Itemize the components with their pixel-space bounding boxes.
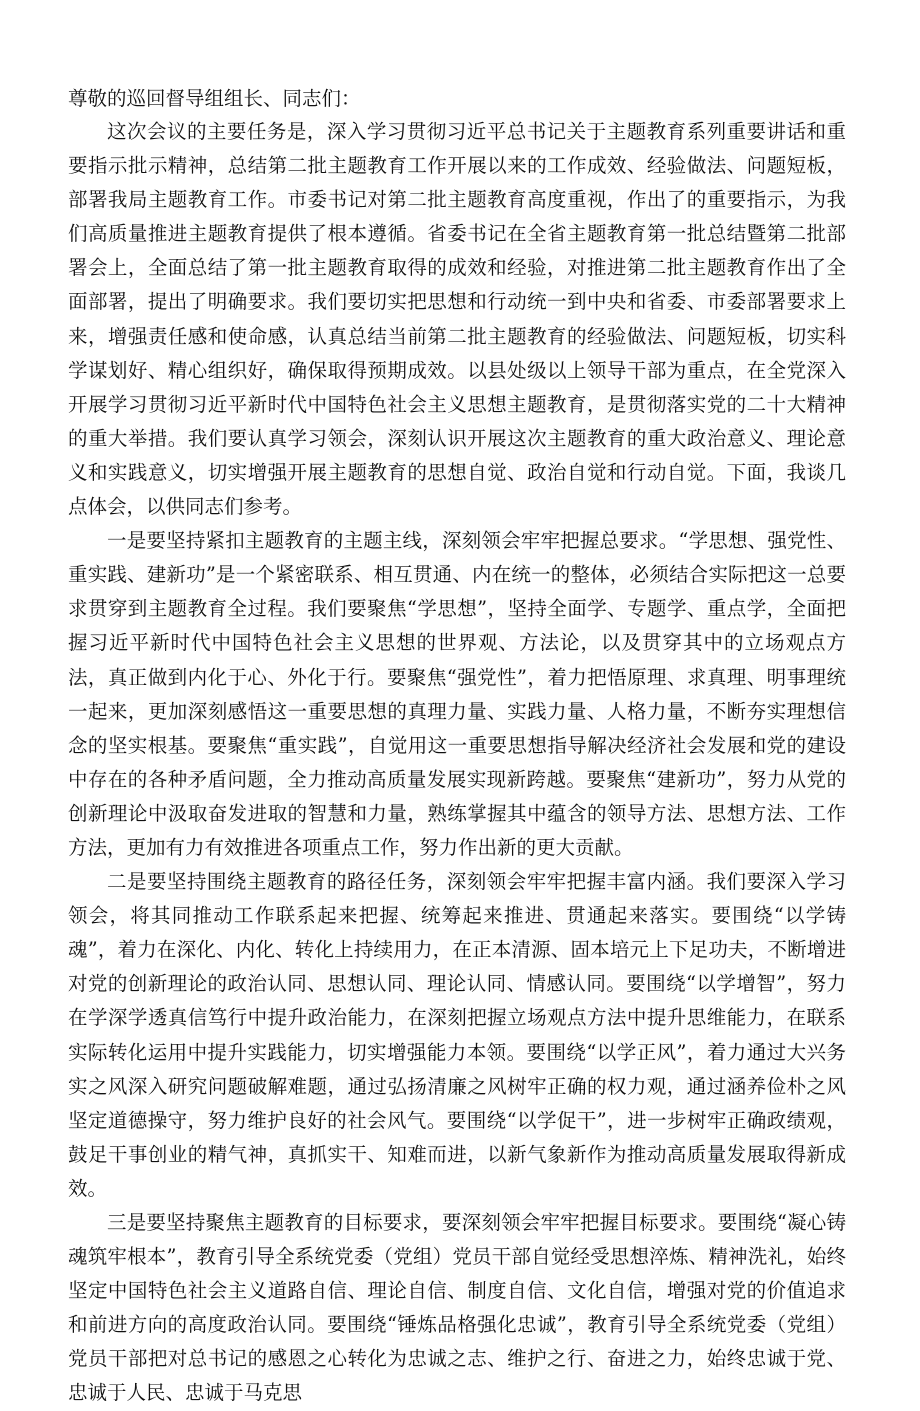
paragraph-intro: 这次会议的主要任务是，深入学习贯彻习近平总书记关于主题教育系列重要讲话和重要指示批示精神，总结第二批主题教育工作开展以来的工作成效、经验做法、问题短板，部署我局主题教育工作。市委书记对第二批主题教育高度重视，作出了的重要指示，为我们高质量推进主题教育提供了根本遵循。省委书记在全省主题教育第一批总结暨第二批部署会上，全面总结了第一批主题教育取得的成效和经验，对推进第二批主题教育作出了全面部署，提出了明确要求。我们要切实把思想和行动统一到中央和省委、市委部署要求上来，增强责任感和使命感，认真总结当前第二批主题教育的经验做法、问题短板，切实科学谋划好、精心组织好，确保取得预期成效。以县处级以上领导干部为重点，在全党深入开展学习贯彻习近平新时代中国特色社会主义思想主题教育，是贯彻落实党的二十大精神的重大举措。我们要认真学习领会，深刻认识开展这次主题教育的重大政治意义、理论意义和实践意义，切实增强开展主题教育的思想自觉、政治自觉和行动自觉。下面，我谈几点体会，以供同志们参考。: [68, 120, 846, 519]
paragraph-point-one: 一是要坚持紧扣主题教育的主题主线，深刻领会牢牢把握总要求。“学思想、强党性、重实践、建新功”是一个紧密联系、相互贯通、内在统一的整体，必须结合实际把这一总要求贯穿到主题教育全过程。我们要聚焦“学思想”，坚持全面学、专题学、重点学，全面把握习近平新时代中国特色社会主义思想的世界观、方法论，以及贯穿其中的立场观点方法，真正做到内化于心、外化于行。要聚焦“强党性”，着力把悟原理、求真理、明事理统一起来，更加深刻感悟这一重要思想的真理力量、实践力量、人格力量，不断夯实理想信念的坚实根基。要聚焦“重实践”，自觉用这一重要思想指导解决经济社会发展和党的建设中存在的各种矛盾问题，全力推动高质量发展实现新跨越。要聚焦“建新功”，努力从党的创新理论中汲取奋发进取的智慧和力量，熟练掌握其中蕴含的领导方法、思想方法、工作方法，更加有力有效推进各项重点工作，努力作出新的更大贡献。: [68, 529, 846, 859]
salutation: 尊敬的巡回督导组组长、同志们：: [68, 87, 361, 110]
paragraph-point-two: 二是要坚持围绕主题教育的路径任务，深刻领会牢牢把握丰富内涵。我们要深入学习领会，将其同推动工作联系起来把握、统筹起来推进、贯通起来落实。要围绕“以学铸魂”，着力在深化、内化、转化上持续用力，在正本清源、固本培元上下足功夫，不断增进对党的创新理论的政治认同、思想认同、理论认同、情感认同。要围绕“以学增智”，努力在学深学透真信笃行中提升政治能力，在深刻把握立场观点方法中提升思维能力，在联系实际转化运用中提升实践能力，切实增强能力本领。要围绕“以学正风”，着力通过大兴务实之风深入研究问题破解难题，通过弘扬清廉之风树牢正确的权力观，通过涵养俭朴之风坚定道德操守，努力维护良好的社会风气。要围绕“以学促干”，进一步树牢正确政绩观，鼓足干事创业的精气神，真抓实干、知难而进，以新气象新作为推动高质量发展取得新成效。: [68, 870, 846, 1200]
paragraph-point-three: 三是要坚持聚焦主题教育的目标要求，要深刻领会牢牢把握目标要求。要围绕“凝心铸魂筑牢根本”，教育引导全系统党委（党组）党员干部自觉经受思想淬炼、精神洗礼，始终坚定中国特色社会主义道路自信、理论自信、制度自信、文化自信，增强对党的价值追求和前进方向的高度政治认同。要围绕“锤炼品格强化忠诚”，教育引导全系统党委（党组）党员干部把对总书记的感恩之心转化为忠诚之志、维护之行、奋进之力，始终忠诚于党、忠诚于人民、忠诚于马克思: [68, 1211, 846, 1405]
